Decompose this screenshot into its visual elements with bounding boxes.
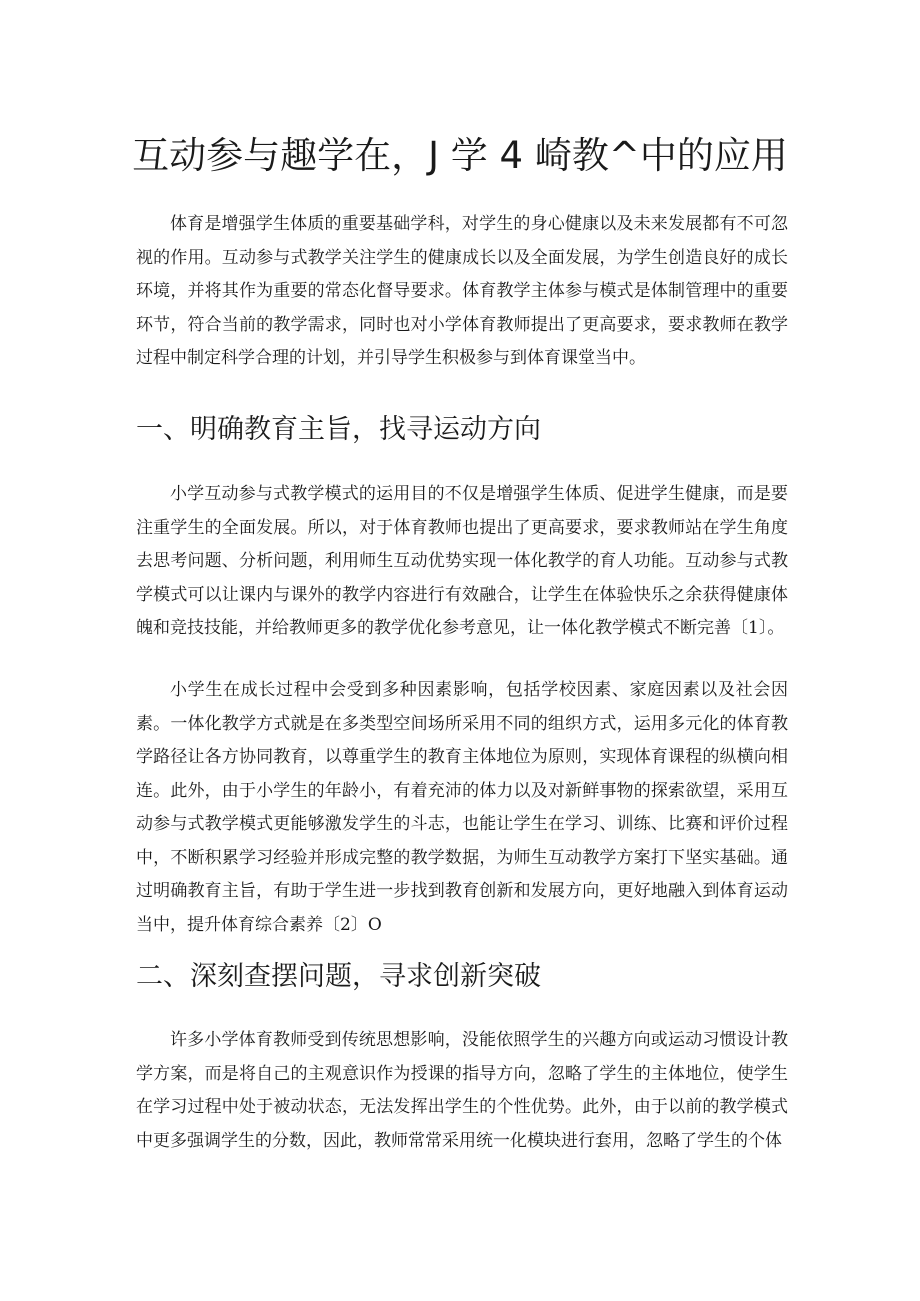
section-heading: 一、明确教育主旨，找寻运动方向	[136, 414, 541, 445]
page-title: 互动参与趣学在，J 学 4 崎教^中的应用	[132, 134, 788, 177]
body-paragraph: 小学互动参与式教学模式的运用目的不仅是增强学生体质、促进学生健康，而是要注重学生的全面发展。所以，对于体育教师也提出了更高要求，要求教师站在学生角度去思考问题、分析问题，利用师生互动优势实现一体化教学的育人功能。互动参与式教学模式可以让课内与课外的教学内容进行有效融合，让学生在体验快乐之余获得健康体魄和竞技技能，并给教师更多的教学优化参考意见，让一体化教学模式不断完善〔1〕。	[136, 484, 788, 638]
body-paragraph: 许多小学体育教师受到传统思想影响，没能依照学生的兴趣方向或运动习惯设计教学方案，而是将自己的主观意识作为授课的指导方向，忽略了学生的主体地位，使学生在学习过程中处于被动状态，无法发挥出学生的个性优势。此外，由于以前的教学模式中更多强调学生的分数，因此，教师常常采用统一化模块进行套用，忽略了学生的个体	[136, 1030, 788, 1151]
body-paragraph: 体育是增强学生体质的重要基础学科，对学生的身心健康以及未来发展都有不可忽视的作用。互动参与式教学关注学生的健康成长以及全面发展，为学生创造良好的成长环境，并将其作为重要的常态化督导要求。体育教学主体参与模式是体制管理中的重要环节，符合当前的教学需求，同时也对小学体育教师提出了更高要求，要求教师在教学过程中制定科学合理的计划，并引导学生积极参与到体育课堂当中。	[136, 214, 788, 368]
section-heading: 二、深刻查摆问题，寻求创新突破	[136, 961, 541, 992]
body-paragraph: 小学生在成长过程中会受到多种因素影响，包括学校因素、家庭因素以及社会因素。一体化教学方式就是在多类型空间场所采用不同的组织方式，运用多元化的体育教学路径让各方协同教育，以尊重学生的教育主体地位为原则，实现体育课程的纵横向相连。此外，由于小学生的年龄小，有着充沛的体力以及对新鲜事物的探索欲望，采用互动参与式教学模式更能够激发学生的斗志，也能让学生在学习、训练、比赛和评价过程中，不断积累学习经验并形成完整的教学数据，为师生互动教学方案打下坚实基础。通过明确教育主旨，有助于学生进一步找到教育创新和发展方向，更好地融入到体育运动当中，提升体育综合素养〔2〕O	[136, 680, 788, 935]
